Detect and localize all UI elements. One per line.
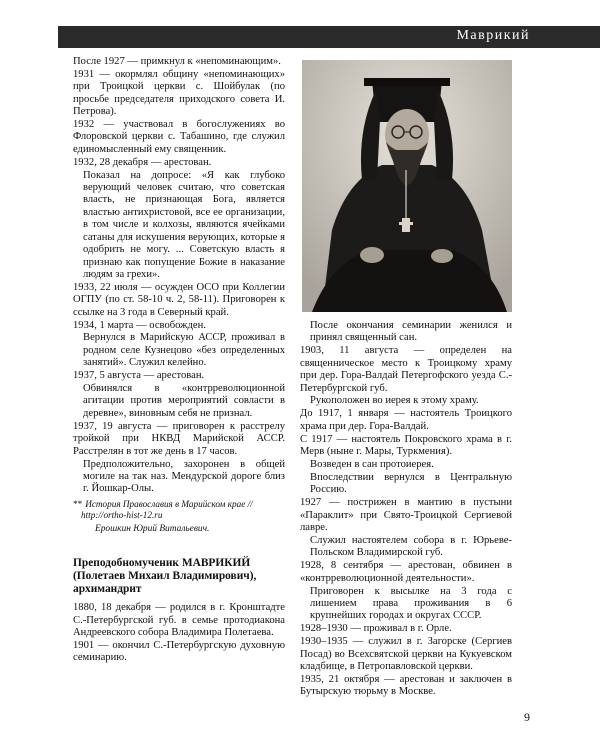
- running-header: [58, 26, 600, 48]
- body-paragraph: Рукоположен во иерея к этому храму.: [310, 395, 479, 407]
- chronology-entry: 1937, 19 августа — приговорен к расстрелу тройкой при НКВД Марийской АССР. Расстрелян в тот же день в 17 часов.: [73, 420, 285, 457]
- chronology-entry: 1880, 18 декабря — родился в г. Кронштадте С.-Петербургской губ. в семье протодиакона Андреевского собора Владимира Полетаева.: [73, 602, 285, 638]
- body-paragraph: Предположительно, захоронен в общей могиле на так наз. Мендурской дороге близ г. Йошкар-Олы.: [83, 458, 285, 495]
- biography-heading: Преподобномученик МАВРИКИЙ (Полетаев Михаил Владимирович), архимандрит: [73, 557, 257, 596]
- right-column: [300, 320, 512, 699]
- body-paragraph: Вернулся в Марийскую АССР, проживал в родном селе Кузнецово «без определенных занятий». Служил келейно.: [83, 332, 285, 369]
- left-entries-2: [73, 602, 285, 665]
- body-paragraph: Возведен в сан протоиерея.: [310, 458, 434, 470]
- chronology-entry: 1934, 1 марта — освобожден.: [73, 319, 206, 331]
- chronology-entry: 1935, 21 октября — арестован и заключен в Бутырскую тюрьму в Москве.: [300, 673, 512, 698]
- body-paragraph: Служил настоятелем собора в г. Юрьеве-Польском Владимирской губ.: [310, 534, 512, 559]
- footnote-text: История Православия в Марийском крае // http://ortho-hist-12.ru: [81, 498, 253, 520]
- chronology-entry: 1932 — участвовал в богослужениях во Флоровской церкви с. Табашино, где служил единомысленный ему священник.: [73, 119, 285, 155]
- portrait-photo: [302, 60, 512, 312]
- chronology-entry: До 1917, 1 января — настоятель Троицкого храма при дер. Гора-Валдай.: [300, 408, 512, 432]
- chronology-entry: После 1927 — примкнул к «непоминающим».: [73, 56, 281, 67]
- body-paragraph: Впоследствии вернулся в Центральную Россию.: [310, 471, 512, 496]
- body-paragraph: Показал на допросе: «Я как глубоко верующий человек считаю, что советская власть, не признающая Бога, является властью антихристовой, все ее организации, в том числе и колхозы, являются ячейками сатаны для искушения верующих, которые я одобрить не могу. ... Советскую власть я признаю как попущение Божие в наказание людям за грехи».: [83, 169, 285, 280]
- chronology-entry: 1937, 5 августа — арестован.: [73, 370, 205, 382]
- left-entries: [73, 56, 285, 496]
- chronology-entry: С 1917 — настоятель Покровского храма в г. Мерв (ныне г. Мары, Туркмения).: [300, 433, 512, 458]
- chronology-entry: 1932, 28 декабря — арестован.: [73, 156, 212, 168]
- footnote-mark: **: [73, 498, 83, 509]
- page-number: 9: [524, 710, 530, 724]
- running-header-title: Маврикий: [456, 28, 530, 43]
- chronology-entry: 1933, 22 июля — осужден ОСО при Коллегии ОГПУ (по ст. 58-10 ч. 2, 58-11). Приговорен к ссылке на 3 года в Северный край.: [73, 281, 285, 318]
- chronology-entry: 1928, 8 сентября — арестован, обвинен в «контрреволюционной деятельности».: [300, 560, 512, 584]
- body-paragraph: Приговорен к высылке на 3 года с лишением права проживания в 6 крупнейших городах и округах СССР.: [310, 585, 512, 622]
- body-paragraph: После окончания семинарии женился и принял священный сан.: [310, 320, 512, 344]
- chronology-entry: 1930–1935 — служил в г. Загорске (Сергиев Посад) во Всехсвятской церкви на Кукуевском кладбище, в Петропавловской церкви.: [300, 636, 512, 672]
- chronology-entry: 1901 — окончил С.-Петербургскую духовную семинарию.: [73, 639, 285, 664]
- footnote: [73, 499, 285, 521]
- right-entries: [300, 320, 512, 699]
- chronology-entry: 1928–1930 — проживал в г. Орле.: [300, 623, 452, 635]
- chronology-entry: 1903, 11 августа — определен на священническое место к Троицкому храму при дер. Гора-Валдай Петергофского уезда С.-Петербургской губ.: [300, 345, 512, 394]
- left-column: [73, 56, 285, 665]
- chronology-entry: 1927 — пострижен в мантию в пустыни «Параклит» при Свято-Троицкой Сергиевой лавре.: [300, 497, 512, 533]
- footnote-author: Ерошкин Юрий Витальевич.: [95, 523, 210, 534]
- chronology-entry: 1931 — окормлял общину «непоминающих» при Троицкой церкви с. Шойбулак (по просьбе председателя приходского совета И. Петрова).: [73, 68, 285, 118]
- body-paragraph: Обвинялся в «контрреволюционной агитации против мероприятий совласти в деревне», виновным себя не признал.: [83, 383, 285, 419]
